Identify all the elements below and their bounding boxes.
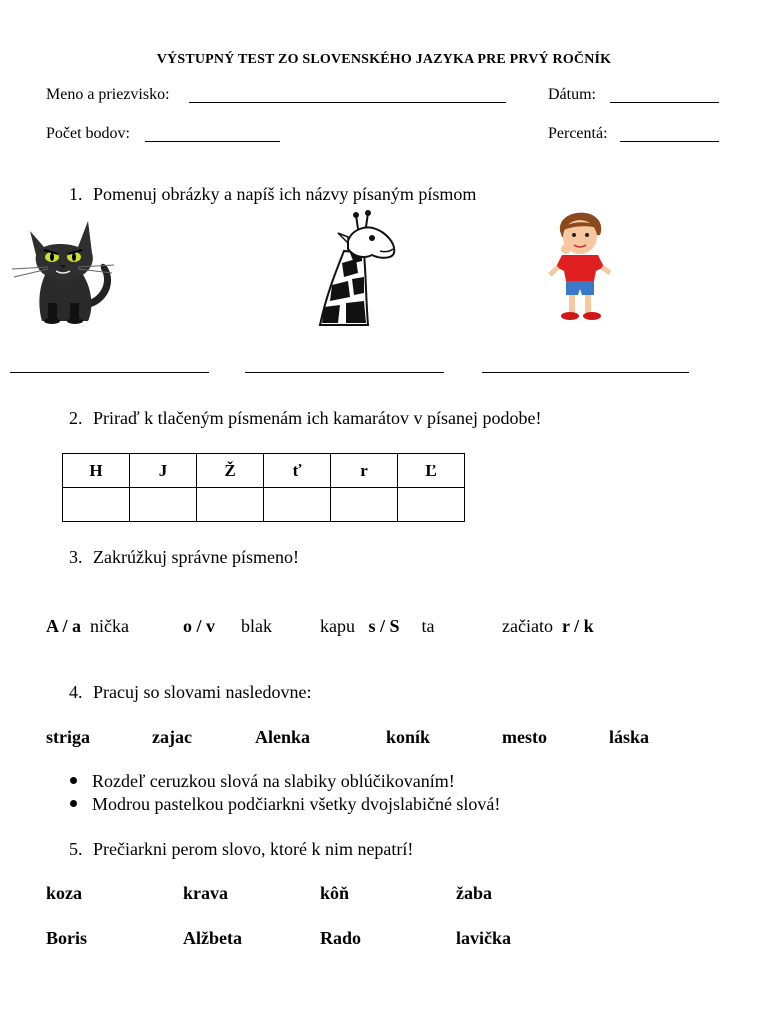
q4-word: zajac [152, 727, 192, 747]
question-2-text: Priraď k tlačeným písmenám ich kamarátov v písanej podobe! [93, 408, 542, 428]
question-1 [69, 184, 476, 205]
q3-choice[interactable]: o / v [183, 616, 216, 636]
answer-cell[interactable] [331, 488, 398, 522]
q3-item-2 [183, 616, 272, 637]
q5-word[interactable]: koza [46, 883, 82, 903]
letter-cell: Ž [197, 454, 264, 488]
date-field-line[interactable] [610, 102, 719, 103]
name-field-line[interactable] [189, 102, 506, 103]
question-5 [69, 839, 413, 860]
answer-row [63, 488, 465, 522]
answer-cell[interactable] [197, 488, 264, 522]
bullet-icon [70, 800, 77, 807]
answer-cell[interactable] [130, 488, 197, 522]
q5-word[interactable]: krava [183, 883, 228, 903]
q5-word[interactable]: Rado [320, 928, 362, 948]
letter-cell: Ľ [398, 454, 465, 488]
question-4-text: Pracuj so slovami nasledovne: [93, 682, 312, 702]
answer-line-cat[interactable] [10, 372, 209, 373]
giraffe-icon [318, 211, 398, 325]
percent-field-line[interactable] [620, 141, 719, 142]
letter-cell: r [331, 454, 398, 488]
q3-pre: kapu [320, 616, 355, 636]
points-field-line[interactable] [145, 141, 280, 142]
bullet-icon [70, 777, 77, 784]
q3-item-4 [502, 616, 594, 637]
letters-table [62, 453, 465, 522]
q4-bullet-text: Modrou pastelkou podčiarkni všetky dvojslabičné slová! [92, 794, 501, 814]
answer-cell[interactable] [63, 488, 130, 522]
answer-cell[interactable] [264, 488, 331, 522]
q4-word: koník [386, 727, 431, 747]
percent-label: Percentá: [548, 125, 608, 142]
q4-word: láska [609, 727, 650, 747]
question-1-number: 1. [69, 184, 83, 204]
page-title: VÝSTUPNÝ TEST ZO SLOVENSKÉHO JAZYKA PRE PRVÝ ROČNÍK [156, 52, 612, 67]
question-2 [69, 408, 542, 429]
q4-word: striga [46, 727, 90, 747]
question-2-number: 2. [69, 408, 83, 428]
q3-choice[interactable]: A / a [46, 616, 82, 636]
q5-word[interactable]: lavička [456, 928, 512, 948]
cat-icon [8, 213, 118, 325]
points-label: Počet bodov: [46, 125, 130, 142]
letter-cell: J [130, 454, 197, 488]
question-4-number: 4. [69, 682, 83, 702]
letter-cell: ť [264, 454, 331, 488]
q4-bullet [70, 794, 500, 815]
q4-word: mesto [502, 727, 547, 747]
q3-pre: začiato [502, 616, 553, 636]
question-3 [69, 547, 299, 568]
q3-item-3 [320, 616, 435, 637]
q4-bullet-text: Rozdeľ ceruzkou slová na slabiky oblúčikovaním! [92, 771, 455, 791]
question-4 [69, 682, 311, 703]
question-5-number: 5. [69, 839, 83, 859]
q3-rest: blak [241, 616, 273, 636]
letter-cell: H [63, 454, 130, 488]
q3-item-1 [46, 616, 129, 637]
question-1-text: Pomenuj obrázky a napíš ich názvy písaným písmom [93, 184, 477, 204]
q3-rest: nička [90, 616, 129, 636]
q4-bullet [70, 771, 455, 792]
q3-choice[interactable]: s / S [368, 616, 400, 636]
q5-word[interactable]: Boris [46, 928, 88, 948]
question-3-number: 3. [69, 547, 83, 567]
q5-word[interactable]: žaba [456, 883, 492, 903]
q3-choice[interactable]: r / k [561, 616, 594, 636]
q5-word[interactable]: kôň [320, 883, 350, 903]
answer-line-giraffe[interactable] [245, 372, 444, 373]
boy-icon [548, 211, 614, 325]
answer-line-boy[interactable] [482, 372, 689, 373]
question-3-text: Zakrúžkuj správne písmeno! [93, 547, 299, 567]
q3-rest: ta [421, 616, 435, 636]
q5-word[interactable]: Alžbeta [183, 928, 242, 948]
question-5-text: Prečiarkni perom slovo, ktoré k nim nepatrí! [93, 839, 414, 859]
q4-word: Alenka [255, 727, 311, 747]
date-label: Dátum: [548, 86, 596, 103]
letters-row [63, 454, 465, 488]
answer-cell[interactable] [398, 488, 465, 522]
name-label: Meno a priezvisko: [46, 86, 170, 103]
